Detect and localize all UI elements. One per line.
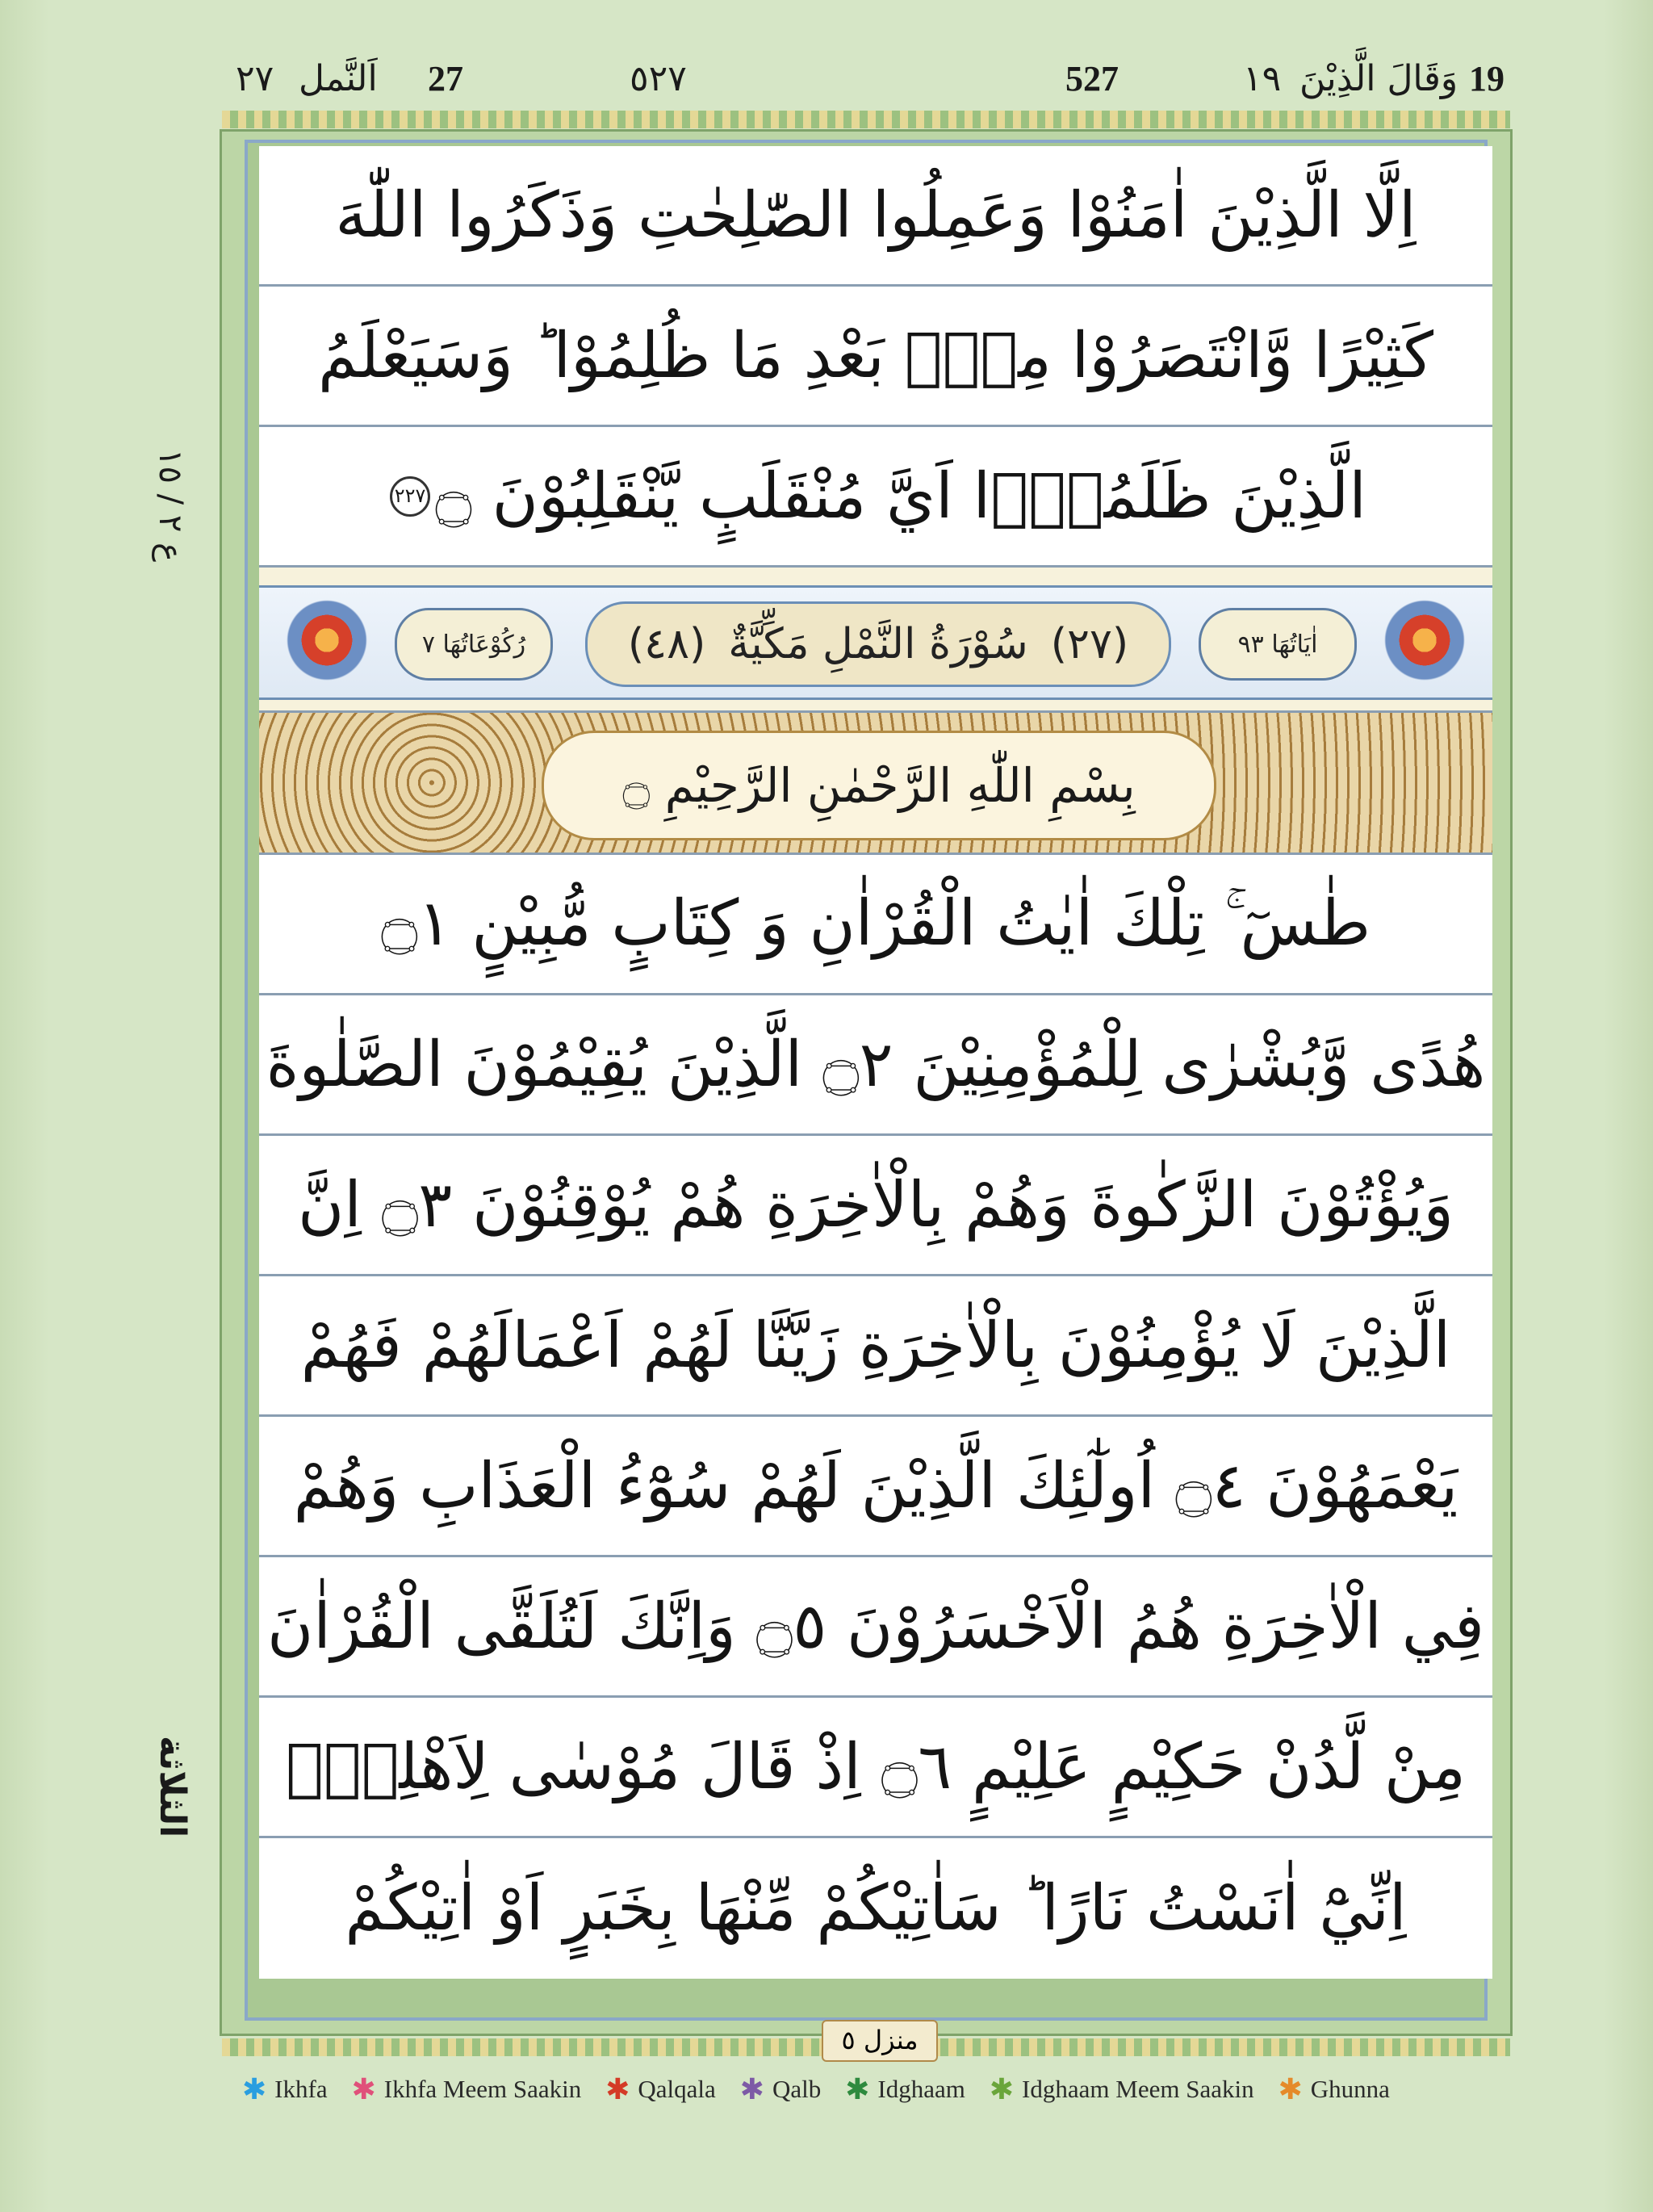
star-icon: ✱ bbox=[351, 2073, 376, 2105]
legend-item bbox=[352, 2075, 582, 2104]
line-text: اِلَّا الَّذِيْنَ اٰمَنُوْا وَعَمِلُوا الصّٰلِحٰتِ وَذَكَرُوا اللّٰهَ bbox=[335, 178, 1417, 252]
line-text: الَّذِيْنَ ظَلَمُوْۤا اَيَّ مُنْقَلَبٍ يَّنْقَلِبُوْنَ ۝ bbox=[435, 459, 1366, 533]
juz-number-arabic: ١٩ bbox=[1243, 58, 1282, 99]
quran-line bbox=[259, 1276, 1492, 1417]
legend-label: Ghunna bbox=[1310, 2075, 1390, 2103]
surah-name: اَلنَّمل bbox=[299, 58, 378, 99]
ruku-marker: ع ٢ / ١٥ bbox=[152, 449, 189, 562]
line-text: وَيُؤْتُوْنَ الزَّكٰوةَ وَهُمْ بِالْاٰخِرَةِ هُمْ يُوْقِنُوْنَ ۝٣ اِنَّ bbox=[297, 1168, 1454, 1242]
quran-line bbox=[259, 1136, 1492, 1276]
page-number: 527 bbox=[1065, 59, 1119, 98]
legend-label: Qalqala bbox=[638, 2075, 716, 2103]
bismillah-text: بِسْمِ اللّٰهِ الرَّحْمٰنِ الرَّحِيْمِ ۝ bbox=[542, 731, 1216, 840]
floral-ornament-icon bbox=[1368, 592, 1481, 689]
surah-number: 27 bbox=[428, 59, 463, 98]
legend-label: Idghaam Meem Saakin bbox=[1022, 2075, 1254, 2103]
frame-border-top bbox=[222, 111, 1510, 128]
quran-line bbox=[259, 287, 1492, 427]
legend-item bbox=[242, 2075, 328, 2104]
quran-line bbox=[259, 146, 1492, 287]
surah-number-arabic: ٢٧ bbox=[236, 58, 274, 99]
legend-item bbox=[1278, 2075, 1390, 2104]
floral-ornament-icon bbox=[270, 592, 383, 689]
quran-line bbox=[259, 1417, 1492, 1557]
page-frame bbox=[220, 129, 1513, 2036]
bismillah-panel bbox=[259, 713, 1492, 855]
quran-line bbox=[259, 995, 1492, 1136]
quran-line bbox=[259, 855, 1492, 995]
legend-label: Ikhfa bbox=[274, 2075, 328, 2103]
line-text: مِنْ لَّدُنْ حَكِيْمٍ عَلِيْمٍ ۝٦ اِذْ قَالَ مُوْسٰى لِاَهْلِهٖٓ bbox=[285, 1730, 1467, 1804]
star-icon: ✱ bbox=[1278, 2073, 1303, 2105]
page-number-arabic: ٥٢٧ bbox=[630, 58, 687, 99]
manzil-label: منزل ٥ bbox=[822, 2020, 938, 2062]
tajweed-legend bbox=[242, 2067, 1534, 2112]
quran-line bbox=[259, 1838, 1492, 1979]
text-lines bbox=[259, 146, 1494, 1979]
line-text: فِي الْاٰخِرَةِ هُمُ الْاَخْسَرُوْنَ ۝٥ وَاِنَّكَ لَتُلَقَّى الْقُرْاٰنَ bbox=[267, 1590, 1484, 1663]
legend-item bbox=[990, 2075, 1254, 2104]
thulth-marker: الثلاثة bbox=[152, 1736, 193, 1838]
line-text: هُدًى وَّبُشْرٰى لِلْمُؤْمِنِيْنَ ۝٢ الَّذِيْنَ يُقِيْمُوْنَ الصَّلٰوةَ bbox=[266, 1028, 1486, 1101]
star-icon: ✱ bbox=[989, 2073, 1015, 2105]
legend-item bbox=[845, 2075, 965, 2104]
legend-label: Ikhfa Meem Saakin bbox=[383, 2075, 582, 2103]
surah-title: سُوْرَةُ النَّمْلِ مَكِّيَّةٌ bbox=[728, 620, 1028, 668]
line-text: طٰسٓ ۚ تِلْكَ اٰيٰتُ الْقُرْاٰنِ وَ كِتَابٍ مُّبِيْنٍ ۝١ bbox=[380, 887, 1371, 960]
revelation-order: (٤٨) bbox=[627, 620, 706, 668]
surah-order: (٢٧) bbox=[1050, 620, 1129, 668]
legend-item bbox=[740, 2075, 821, 2104]
ayah-end-marker: ٢٢٧ bbox=[390, 476, 430, 517]
line-text: الَّذِيْنَ لَا يُؤْمِنُوْنَ بِالْاٰخِرَةِ زَيَّنَّا لَهُمْ اَعْمَالَهُمْ فَهُمْ bbox=[300, 1309, 1451, 1382]
line-text: كَثِيْرًا وَّانْتَصَرُوْا مِنْۢ بَعْدِ مَا ظُلِمُوْا ؕ وَسَيَعْلَمُ bbox=[318, 319, 1433, 392]
quran-line bbox=[259, 1557, 1492, 1698]
quran-line bbox=[259, 427, 1492, 568]
star-icon: ✱ bbox=[605, 2073, 630, 2105]
star-icon: ✱ bbox=[845, 2073, 870, 2105]
line-text: يَعْمَهُوْنَ ۝٤ اُولٰٓئِكَ الَّذِيْنَ لَهُمْ سُوْٓءُ الْعَذَابِ وَهُمْ bbox=[293, 1449, 1458, 1523]
ayat-count-cartouche: اٰيَاتُهَا ٩٣ bbox=[1199, 608, 1357, 681]
line-text: اِنِّيْٓ اٰنَسْتُ نَارًا ؕ سَاٰتِيْكُمْ مِّنْهَا بِخَبَرٍ اَوْ اٰتِيْكُمْ bbox=[345, 1872, 1407, 1945]
juz-number: 19 bbox=[1469, 59, 1504, 98]
legend-label: Qalb bbox=[772, 2075, 822, 2103]
juz-name: وَقَالَ الَّذِيْنَ bbox=[1299, 58, 1458, 99]
star-icon: ✱ bbox=[739, 2073, 764, 2105]
legend-label: Idghaam bbox=[877, 2075, 965, 2103]
star-icon: ✱ bbox=[242, 2073, 267, 2105]
ruku-count-cartouche: رُكُوْعَاتُهَا ٧ bbox=[395, 608, 553, 681]
surah-header bbox=[259, 568, 1492, 713]
quran-line bbox=[259, 1698, 1492, 1838]
legend-item bbox=[605, 2075, 716, 2104]
surah-title-cartouche bbox=[585, 601, 1171, 687]
